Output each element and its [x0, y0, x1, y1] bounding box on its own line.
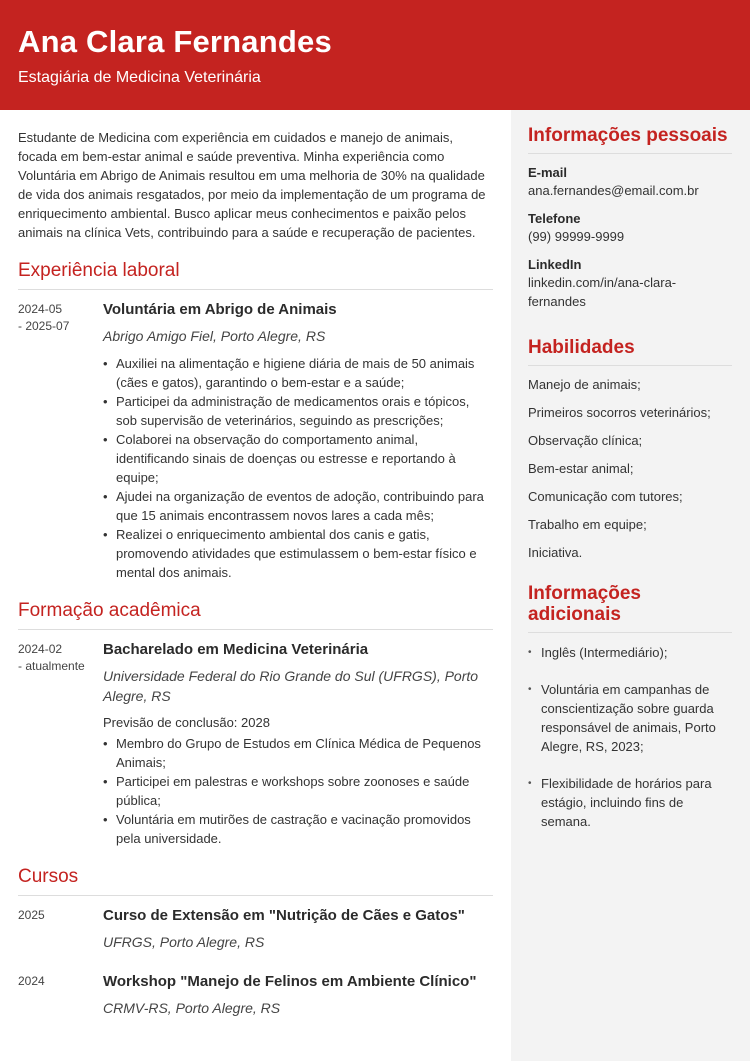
list-item: • Ajudei na organização de eventos de adoção, contribuindo para que 15 animais encontrassem novos lares a cada mês;	[103, 487, 493, 525]
date-end: - 2025-07	[18, 319, 70, 333]
list-item: • Participei da administração de medicamentos orais e tópicos, sob supervisão de veterinários, seguindo as prescrições;	[103, 392, 493, 430]
list-item: • Auxiliei na alimentação e higiene diária de mais de 50 animais (cães e gatos), garantindo o bem-estar e a saúde;	[103, 354, 493, 392]
date-start: 2024-02	[18, 642, 63, 656]
courses-section-title: Cursos	[18, 866, 493, 896]
phone-label: Telefone	[528, 211, 581, 226]
personal-info-email	[528, 164, 732, 200]
course-entry	[18, 906, 493, 952]
education-entry	[18, 640, 493, 848]
education-section-title: Formação acadêmica	[18, 600, 493, 630]
profile-summary: Estudante de Medicina com experiência em cuidados e manejo de animais, focada em bem-estar animal e saúde preventiva. Minha experiência como Voluntária em Abrigo de Animais resultou em uma melhoria de 30% na qualidade de vida dos animais resgatados, por meio da implementação de um programa de enriquecimento ambiental. Busco aplicar meus conhecimentos e paixão pelos animais na clínica Vets, contribuindo para a saúde e recuperação de pacientes.	[18, 130, 486, 240]
candidate-name: Ana Clara Fernandes	[18, 24, 332, 59]
entry-organization: UFRGS, Porto Alegre, RS	[103, 934, 265, 950]
entry-date: 2025	[18, 908, 45, 922]
entry-organization: Universidade Federal do Rio Grande do Sul (UFRGS), Porto Alegre, RS	[103, 668, 479, 704]
skill-item: Primeiros socorros veterinários;	[528, 405, 711, 420]
skill-item: Trabalho em equipe;	[528, 517, 647, 532]
entry-bullets	[103, 734, 493, 848]
skill-item: Observação clínica;	[528, 433, 643, 448]
candidate-role: Estagiária de Medicina Veterinária	[18, 69, 261, 86]
entry-title: Curso de Extensão em "Nutrição de Cães e Gatos"	[103, 907, 465, 924]
linkedin-label: LinkedIn	[528, 257, 582, 272]
resume-header	[0, 0, 750, 110]
list-item: • Flexibilidade de horários para estágio, incluindo fins de semana.	[528, 774, 732, 831]
list-item: • Participei em palestras e workshops sobre zoonoses e saúde pública;	[103, 772, 493, 810]
personal-info-title: Informações pessoais	[528, 125, 732, 154]
entry-bullets	[103, 354, 493, 582]
list-item: • Voluntária em mutirões de castração e vacinação promovidos pela universidade.	[103, 810, 493, 848]
entry-title: Workshop "Manejo de Felinos em Ambiente Clínico"	[103, 973, 477, 990]
email-value: ana.fernandes@email.com.br	[528, 183, 699, 198]
additional-info-title: Informações adicionais	[528, 583, 732, 633]
personal-info-phone	[528, 210, 732, 246]
entry-date: 2024	[18, 974, 45, 988]
skill-item: Comunicação com tutores;	[528, 489, 683, 504]
entry-organization: CRMV-RS, Porto Alegre, RS	[103, 1000, 281, 1016]
skill-item: Manejo de animais;	[528, 377, 641, 392]
linkedin-value: linkedin.com/in/ana-clara-fernandes	[528, 275, 677, 309]
date-start: 2024-05	[18, 302, 63, 316]
entry-date	[18, 300, 103, 582]
sidebar-column	[528, 125, 732, 849]
experience-section-title: Experiência laboral	[18, 260, 493, 290]
personal-info-linkedin	[528, 256, 732, 311]
list-item: • Voluntária em campanhas de conscientização sobre guarda responsável de animais, Porto Alegre, RS, 2023;	[528, 680, 732, 756]
entry-organization: Abrigo Amigo Fiel, Porto Alegre, RS	[103, 328, 326, 344]
date-end: - atualmente	[18, 659, 85, 673]
main-column	[18, 128, 493, 1030]
skill-item: Iniciativa.	[528, 545, 583, 560]
list-item: • Inglês (Intermediário);	[528, 643, 732, 662]
additional-info-list	[528, 643, 732, 831]
list-item: • Realizei o enriquecimento ambiental dos canis e gatis, promovendo atividades que estimulassem o bem-estar físico e mental dos animais.	[103, 525, 493, 582]
entry-date	[18, 640, 103, 848]
course-entry	[18, 972, 493, 1018]
entry-note: Previsão de conclusão: 2028	[103, 715, 270, 730]
phone-value: (99) 99999-9999	[528, 229, 625, 244]
experience-entry	[18, 300, 493, 582]
skill-item: Bem-estar animal;	[528, 461, 634, 476]
entry-title: Voluntária em Abrigo de Animais	[103, 301, 337, 318]
list-item: • Membro do Grupo de Estudos em Clínica Médica de Pequenos Animais;	[103, 734, 493, 772]
skills-title: Habilidades	[528, 337, 732, 366]
email-label: E-mail	[528, 165, 568, 180]
entry-title: Bacharelado em Medicina Veterinária	[103, 641, 369, 658]
list-item: • Colaborei na observação do comportamento animal, identificando sinais de doenças ou estresse e reportando à equipe;	[103, 430, 493, 487]
